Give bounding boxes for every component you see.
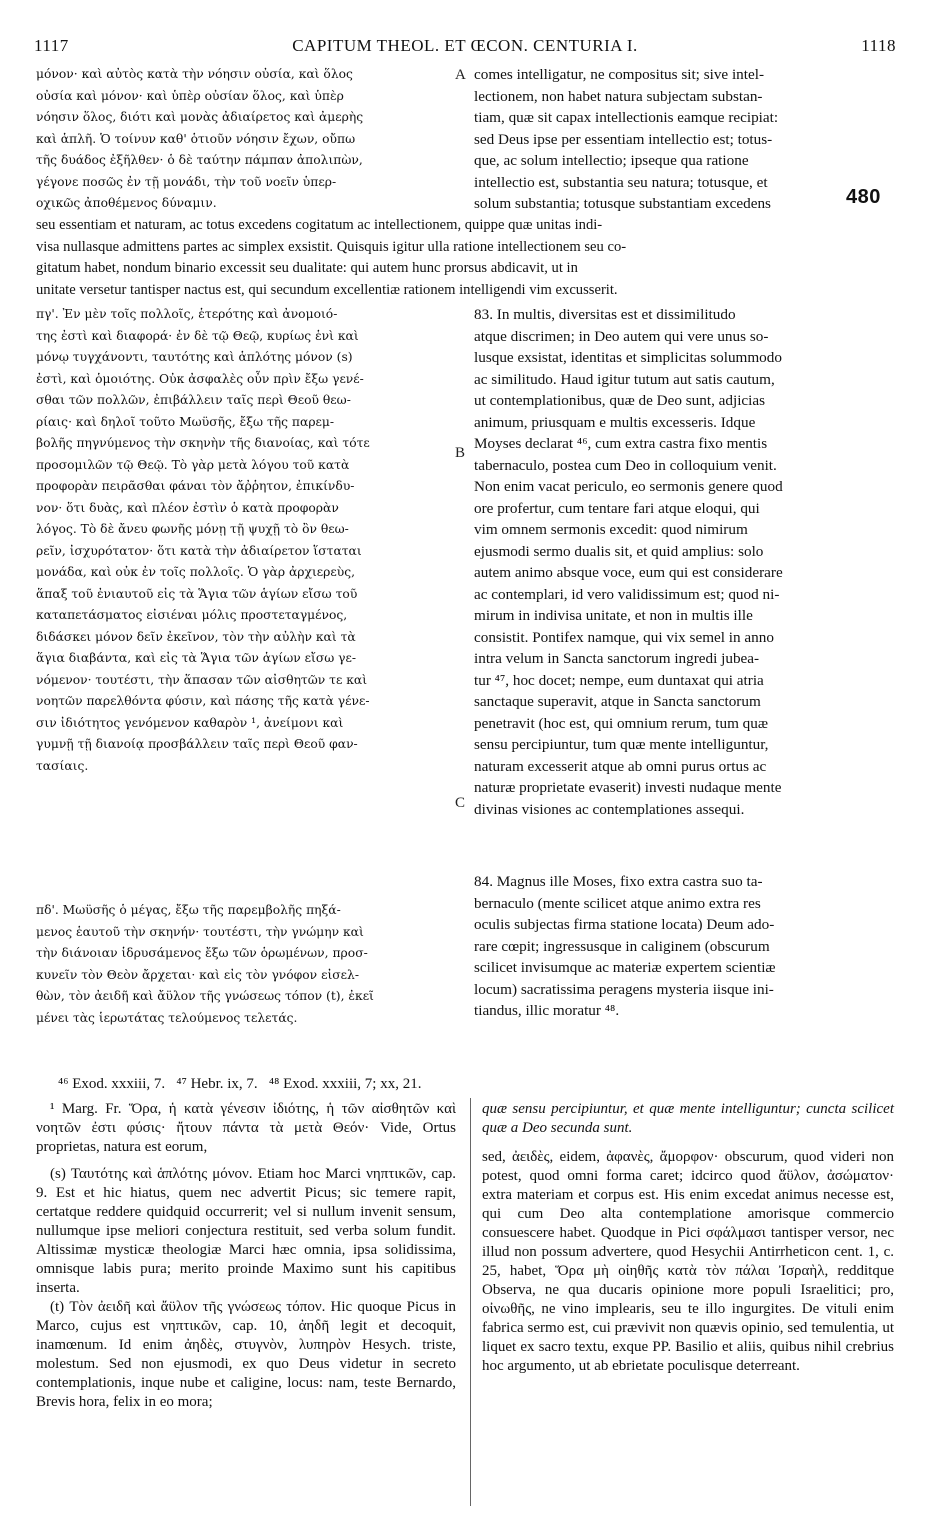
text-line: οχικῶς ἀποθέμενος δύναμιν. <box>36 196 217 210</box>
text-line: ejusmodi sermo dualis sit, et quid amplius: solo <box>474 542 764 560</box>
footnote-column-divider <box>470 1098 471 1506</box>
text-line: ρεῖν, ἰσχυρότατον· ὅτι κατὰ τὴν ἀδιαίρετον ἵσταται <box>36 543 362 558</box>
text-line: divinas visiones ac contemplationes assequi. <box>474 800 745 818</box>
text-line: Non enim vacat periculo, eo sermonis genere quod <box>474 478 783 495</box>
latin-column-top <box>474 64 894 215</box>
text-line: unitate versetur tantisper nactus est, qui secundum excellentiæ rationem intelligendi vim excusserit. <box>36 281 618 298</box>
footnotes-right <box>482 1100 894 1376</box>
text-line: ac similitudo. Haud igitur tutum aut satis cautum, <box>474 370 775 388</box>
footnote-s: (s) Ταυτότης καὶ ἁπλότης μόνον. Etiam hoc Marci νηπτικῶν, cap. 9. Est et hic hiatus, quem nec advertit Picus; sic temere rapit, certatque reddere quidquid occurrerit; vel si nullum invenit sensum, nullumque ipse meliori conjectura restituit, sed verba solum fundit. Altissimæ mysticæ theologiæ Marci hæc omnia, ipsa solidissima, omnisque labis pura; merito proinde Maximo sunt his capitibus inserta. <box>36 1166 456 1296</box>
text-line: θὼν, τὸν ἀειδῆ καὶ ἄϋλον τῆς γνώσεως τόπον (t), ἐκεῖ <box>36 989 374 1003</box>
footnote-marginal-continued: quæ sensu percipiuntur, et quæ mente intelliguntur; cuncta scilicet quæ a Deo secunda sunt. <box>482 1101 894 1136</box>
text-line: lectionem, non habet natura subjectam substan- <box>474 87 763 105</box>
text-line: seu essentiam et naturam, ac totus excedens cogitatum ac intellectionem, quippe quæ unitas indi- <box>36 217 603 233</box>
text-line: scilicet invisumque ac materiæ expertem scientiæ <box>474 959 776 976</box>
greek-column-top <box>36 64 450 215</box>
text-line: comes intelligatur, ne compositus sit; sive intel- <box>474 66 765 83</box>
text-line: πδ'. Μωϋσῆς ὁ μέγας, ἔξω τῆς παρεμβολῆς πηξά- <box>36 903 341 917</box>
text-line: vim omnem sermonis excedit: quod nimirum <box>474 521 748 538</box>
text-line: consistit. Pontifex namque, qui vix semel in anno <box>474 628 774 646</box>
text-line: μενος ἑαυτοῦ τὴν σκηνήν· τουτέστι, τὴν γνώμην καὶ <box>36 924 364 939</box>
text-line: ut contemplationibus, quæ de Deo sunt, adjicias <box>474 392 766 409</box>
greek-chapter-84 <box>36 900 450 1029</box>
text-line: τῆς δυάδος ἐξῆλθεν· ὁ δὲ ταύτην πάμπαν ἀπολιπὼν, <box>36 153 363 167</box>
text-line: tur ⁴⁷, hoc docet; nempe, eum duntaxat qui atria <box>474 671 764 689</box>
text-line: κυνεῖν τὸν Θεὸν ἄρχεται· καὶ εἰς τὸν γνόφον εἰσελ- <box>36 967 359 982</box>
column-number-stamp: 480 <box>846 186 881 208</box>
text-line: σθαι τῶν πολλῶν, ἐπιβάλλειν ταῖς περὶ Θεοῦ θεω- <box>36 393 351 407</box>
text-line: 83. In multis, diversitas est et dissimilitudo <box>474 306 736 323</box>
text-line: 84. Magnus ille Moses, fixo extra castra suo ta- <box>474 873 763 890</box>
text-line: μονάδα, καὶ οὐκ ἐν τοῖς πολλοῖς. Ὁ γὰρ ἀρχιερεὺς, <box>36 565 356 579</box>
text-line: autem animo absque voce, eum qui est considerare <box>474 564 783 581</box>
text-line: μένει τὰς ἱερωτάτας τελούμενος τελετάς. <box>36 1010 298 1025</box>
text-line: προφορὰν πειρᾶσθαι φάναι τὸν ἄῤῥητον, ἐπικίνδυ- <box>36 479 355 493</box>
text-line: διδάσκει μόνον δεῖν ἐκεῖνον, τὸν τὴν αὐλὴν καὶ τὰ <box>36 629 356 644</box>
text-line: ac contemplari, id vero validissimum est; quod ni- <box>474 585 780 603</box>
text-line: lusque exsistat, identitas et simplicitas solummodo <box>474 349 782 366</box>
greek-chapter-83 <box>36 304 450 777</box>
text-line: atque discrimen; in Deo autem qui vere unus so- <box>474 327 769 345</box>
text-line: naturam excesserit atque ab omni purus ortus ac <box>474 757 767 775</box>
text-line: Moyses declarat ⁴⁶, cum extra castra fixo mentis <box>474 435 768 452</box>
running-header <box>34 36 896 62</box>
text-line: γέγονε ποσῶς ἐν τῇ μονάδι, τὴν τοῦ νοεῖν ὑπερ- <box>36 174 337 189</box>
text-line: mirum in indivisa unitate, et non in multis ille <box>474 607 753 624</box>
margin-mark-a: A <box>455 67 466 83</box>
margin-mark-c: C <box>455 795 466 811</box>
footnote-t: (t) Τὸν ἀειδῆ καὶ ἄϋλον τῆς γνώσεως τόπον. Hic quoque Picus in Marco, cujus est νηπτικῶν, cap. 10, ἀηδῆ legit et decoquit, inamœnum. Id enim ἀηδὲς, στυγνὸν, λυπηρὸν Hesych. triste, molestum. Sed non ejusmodi, ex quo Deus videtur in secreto contemplationis, inque nube et caligine, locus: nam, teste Bernardo, Brevis hora, felix in eo mora; <box>36 1299 456 1410</box>
text-line: tabernaculo, postea cum Deo in colloquium venit. <box>474 456 777 474</box>
text-line: que, ac solum intellectio; ipseque qua ratione <box>474 152 749 169</box>
text-line: locum) sacratissima peragens mysteria iisque ini- <box>474 980 774 998</box>
text-line: naturæ proprietate evaserit) investi nudaque mente <box>474 779 782 796</box>
text-line: tiandus, illic moratur ⁴⁸. <box>474 1002 620 1019</box>
text-line: πγ'. Ἐν μὲν τοῖς πολλοῖς, ἑτερότης καὶ ἀνομοιό- <box>36 307 338 321</box>
text-line: solum substantia; totusque substantiam excedens <box>474 195 771 212</box>
text-line: καταπετάσματος εἰσιέναι μόλις προστεταγμένος, <box>36 608 348 622</box>
text-line: bernaculo (mente scilicet atque animo extra res <box>474 894 761 912</box>
text-line: νοητῶν παρελθόντα φύσιν, καὶ πάσης τῆς κατὰ γένε- <box>36 694 370 708</box>
text-line: sanctaque superavit, atque in Sancta sanctorum <box>474 693 761 710</box>
text-line: τασίαις. <box>36 758 89 773</box>
text-line: οὐσία καὶ μόνον· καὶ ὑπὲρ οὐσίαν ὅλος, καὶ ὑπὲρ <box>36 88 344 103</box>
text-line: προσομιλῶν τῷ Θεῷ. Τὸ γὰρ μετὰ λόγου τοῦ κατὰ <box>36 457 350 472</box>
text-line: animum, priusquam e multis excesseris. Idque <box>474 413 756 431</box>
text-line: νόησιν ὅλος, διότι καὶ μονὰς ἀδιαίρετος καὶ ἀμερὴς <box>36 110 364 124</box>
footnote-marginal: ¹ Marg. Fr. Ὅρα, ἡ κατὰ γένεσιν ἰδιότης, ἡ τῶν αἰσθητῶν καὶ νοητῶν ἐστι φύσις· ἤτουν πάντα τὰ μετὰ Θεόν· Vide, Ortus proprietas, natura est eorum, <box>36 1101 456 1155</box>
text-line: ἅγια διαβάντα, καὶ εἰς τὰ Ἅγια τῶν ἁγίων εἴσω γε- <box>36 651 357 665</box>
text-line: νόμενον· τουτέστι, τὴν ἅπασαν τῶν αἰσθητῶν τε καὶ <box>36 672 368 687</box>
text-line: τὴν διάνοιαν ἱδρυσάμενος ἔξω τῶν ὁρωμένων, προσ- <box>36 946 368 960</box>
text-line: gitatum habet, nondum binario excessit seu dualitate: qui autem hunc prorsus abdicavit, ut in <box>36 260 578 276</box>
latin-chapter-83 <box>474 304 894 820</box>
text-line: oculis subjectas firma statione locata) Deum ado- <box>474 916 775 933</box>
latin-chapter-84 <box>474 871 894 1022</box>
text-line: σιν ἰδιότητος γενόμενον καθαρὸν ¹, ἀνείμονι καὶ <box>36 715 344 730</box>
text-line: της ἐστὶ καὶ διαφορά· ἐν δὲ τῷ Θεῷ, κυρίως ἑνὶ καὶ <box>36 328 359 343</box>
text-line: rare cœpit; ingressusque in caliginem (obscurum <box>474 937 770 955</box>
text-line: ἅπαξ τοῦ ἐνιαυτοῦ εἰς τὰ Ἅγια τῶν ἁγίων εἴσω τοῦ <box>36 586 358 601</box>
text-line: sed Deus ipse per essentiam intellectio est; totus- <box>474 130 773 148</box>
footnote-t-continued: sed, ἀειδὲς, eidem, ἀφανὲς, ἄμορφον· obscurum, quod videri non potest, quod omni forma caret; idcirco quod ἄϋλον, ἀσώματον· extra materiam et corpus est. His enim excedat animus necesse est, qui cum Deo alta contemplatione amorisque commercio consuescere habet. Quodque in Pici σφάλμασι tantisper versor, nec illud non possum advertere, quod Hesychii Antirrheticon cent. 1, c. 25, habet, Ὅρα μὴ οἰηθῆς κατὰ τὸν πάλαι Ἰσραὴλ, redditque Observa, ne qua ducaris opinione more populi Israelitici; pro, οἰνωθῆς, ne vino implearis, seu te illo ingurgites. De vituli enim fabrica sermo est, cui prævivit non quævis opinio, sed temulentia, ut liquet ex sacro textu, exque PP. Basilio et aliis, quibus nihil crebrius hoc argumento, ut ab ebrietate poculisque deterreant. <box>482 1149 894 1374</box>
text-line: λόγος. Τὸ δὲ ἄνευ φωνῆς μόνῃ τῇ ψυχῇ τὸ ὂν θεω- <box>36 522 349 536</box>
text-line: μόνον· καὶ αὐτὸς κατὰ τὴν νόησιν οὐσία, καὶ ὅλος <box>36 67 353 81</box>
text-line: καὶ ἁπλῆ. Ὁ τοίνυν καθ' ὁτιοῦν νόησιν ἔχων, οὔπω <box>36 131 356 146</box>
text-line: ore profertur, cum tentare fari atque eloqui, qui <box>474 499 760 517</box>
scripture-references: ⁴⁶ Exod. xxxiii, 7. ⁴⁷ Hebr. ix, 7. ⁴⁸ Exod. xxxiii, 7; xx, 21. <box>58 1076 422 1092</box>
text-line: ἐστὶ, καὶ ὁμοιότης. Οὐκ ἀσφαλὲς οὖν πρὶν ἔξω γενέ- <box>36 371 364 386</box>
margin-mark-b: B <box>455 445 466 461</box>
text-line: intellectio est, substantia seu natura; totusque, et <box>474 173 768 191</box>
text-line: νον· ὅτι δυὰς, καὶ πλέον ἐστὶν ὁ κατὰ προφορὰν <box>36 500 339 515</box>
text-line: tiam, quæ sit capax intellectionis eamque recipiat: <box>474 109 779 126</box>
footnotes-left <box>36 1100 456 1412</box>
latin-full-width <box>36 215 894 301</box>
text-line: ρίαις· καὶ δηλοῖ τοῦτο Μωϋσῆς, ἔξω τῆς παρεμ- <box>36 414 335 429</box>
running-title: CAPITUM THEOL. ET ŒCON. CENTURIA I. <box>292 36 638 55</box>
text-line: intra velum in Sancta sanctorum ingredi jubea- <box>474 650 760 667</box>
text-line: sensu percipiuntur, tum quæ mente intelliguntur, <box>474 736 769 753</box>
text-line: γυμνῇ τῇ διανοίᾳ προσβάλλειν ταῖς περὶ Θεοῦ φαν- <box>36 737 358 751</box>
right-page-number: 1118 <box>861 36 896 55</box>
text-line: visa nullasque admittens partes ac simplex exsistit. Quisquis igitur ulla ratione intellectionem seu co- <box>36 238 627 255</box>
text-line: μόνῳ τυγχάνοντι, ταυτότης καὶ ἁπλότης μόνον (s) <box>36 350 353 364</box>
text-line: βολῆς πηγνύμενος τὴν σκηνὴν τῆς διανοίας, καὶ τότε <box>36 436 370 450</box>
text-line: penetravit (hoc est, qui omnium rerum, tum quæ <box>474 714 768 732</box>
left-page-number: 1117 <box>34 36 69 55</box>
